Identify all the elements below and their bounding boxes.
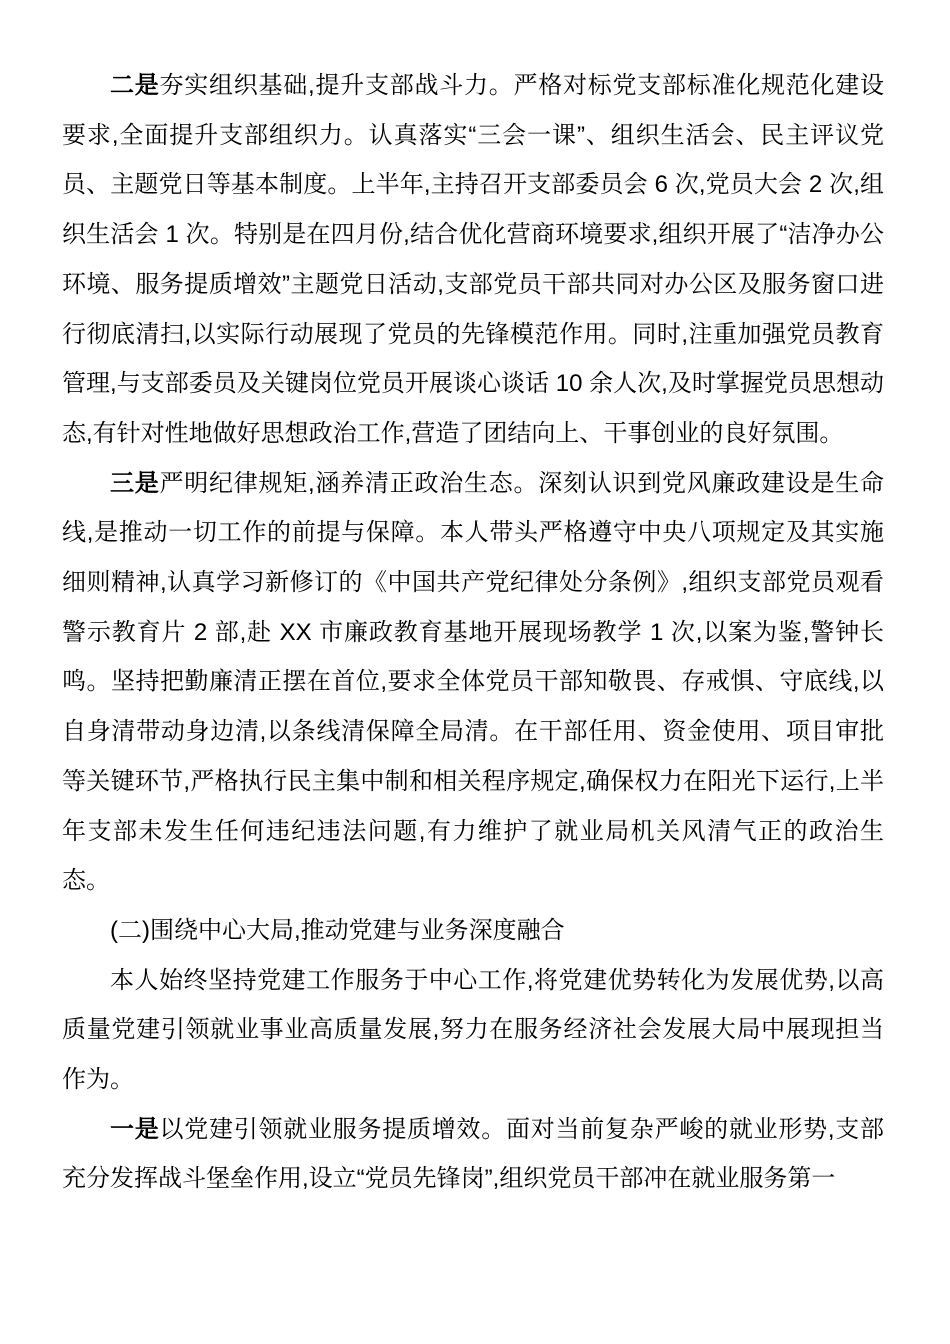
paragraph (62, 1105, 884, 1204)
paragraph-lead: 二是 (110, 72, 160, 99)
paragraph (62, 956, 884, 1105)
paragraph-lead: 三是 (110, 469, 160, 497)
paragraph (62, 61, 884, 459)
paragraph-text: 以党建引领就业服务提质增效。面对当前复杂严峻的就业形势,支部充分发挥战斗堡垒作用,设立“党员先锋岗”,组织党员干部冲在就业服务第一 (62, 1115, 885, 1193)
paragraph-lead: 一是 (110, 1115, 160, 1143)
paragraph (62, 459, 884, 906)
section-heading (62, 906, 884, 956)
paragraph-text: (二)围绕中心大局,推动党建与业务深度融合 (110, 916, 565, 944)
paragraph-text: 严明纪律规矩,涵养清正政治生态。深刻认识到党风廉政建设是生命线,是推动一切工作的前提与保障。本人带头严格遵守中央八项规定及其实施细则精神,认真学习新修订的《中国共产党纪律处分条例》,组织支部党员观看警示教育片 2 部,赴 XX 市廉政教育基地开展现场教学 1 次,以案为鉴,警钟长鸣。坚持把勤廉清正摆在首位,要求全体党员干部知敬畏、存戒惧、守底线,以自身清带动身边清,以条线清保障全局清。在干部任用、资金使用、项目审批等关键环节,严格执行民主集中制和相关程序规定,确保权力在阳光下运行,上半年支部未发生任何违纪违法问题,有力维护了就业局机关风清气正的政治生态。 (62, 469, 885, 895)
paragraph-text: 本人始终坚持党建工作服务于中心工作,将党建优势转化为发展优势,以高质量党建引领就业事业高质量发展,努力在服务经济社会发展大局中展现担当作为。 (62, 966, 884, 1094)
paragraph-text: 夯实组织基础,提升支部战斗力。严格对标党支部标准化规范化建设要求,全面提升支部组织力。认真落实“三会一课”、组织生活会、民主评议党员、主题党日等基本制度。上半年,主持召开支部委员会 6 次,党员大会 2 次,组织生活会 1 次。特别是在四月份,结合优化营商环境要求,组织开展了“洁净办公环境、服务提质增效”主题党日活动,支部党员干部共同对办公区及服务窗口进行彻底清扫,以实际行动展现了党员的先锋模范作用。同时,注重加强党员教育管理,与支部委员及关键岗位党员开展谈心谈话 10 余人次,及时掌握党员思想动态,有针对性地做好思想政治工作,营造了团结向上、干事创业的良好氛围。 (62, 72, 885, 447)
